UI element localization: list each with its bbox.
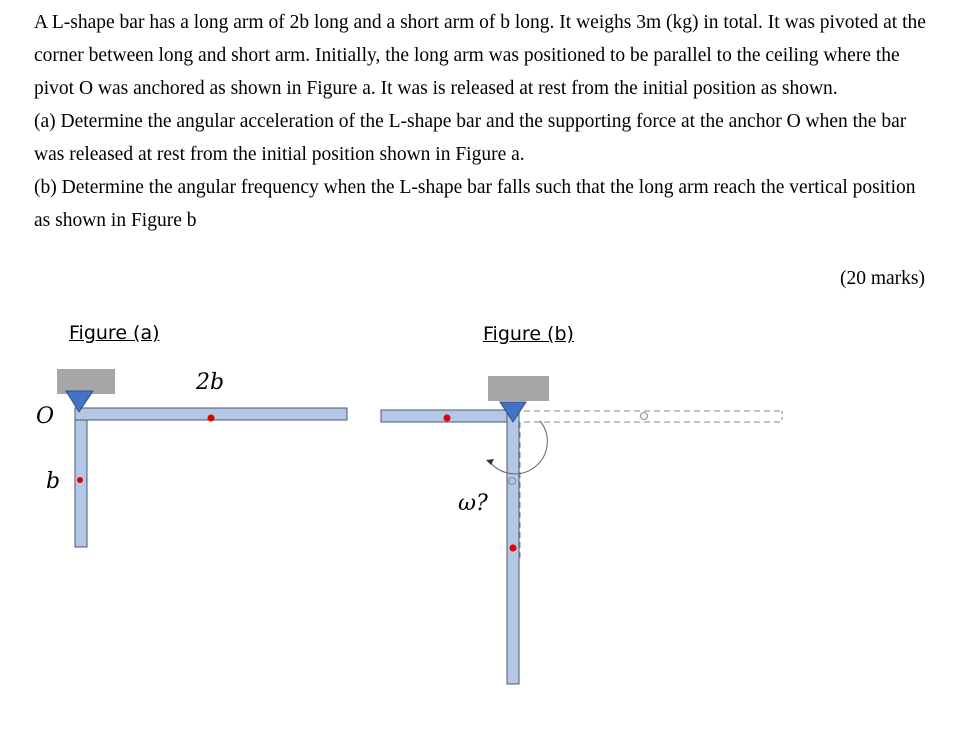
problem-part-a: (a) Determine the angular acceleration of the L-shape bar and the supporting force at the anchor O when the bar was released at rest from the initial position shown in Figure a.: [34, 111, 907, 165]
figure-a-short-arm-center-of-mass: [77, 477, 83, 483]
problem-intro: A L-shape bar has a long arm of 2b long and a short arm of b long. It weighs 3m (kg) in total. It was pivoted at the corner between long and short arm. Initially, the long arm was positioned to be parallel to the ceiling where the pivot O was anchored as shown in Figure a. It was is released at rest from the initial position as shown.: [34, 12, 926, 99]
figure-b-marker-horizontal: [641, 413, 648, 420]
figure-b-long-arm-center-of-mass: [510, 545, 517, 552]
figure-b-rotation-arrowhead-icon: [486, 459, 494, 465]
figure-b-ceiling: [488, 376, 549, 401]
figure-b-title: Figure (b): [483, 323, 574, 345]
figure-b-omega-label: ω?: [458, 491, 488, 516]
figure-b-short-arm-center-of-mass: [444, 415, 451, 422]
figure-a: [36, 369, 347, 547]
figure-a-short-arm: [75, 420, 87, 547]
figure-a-short-arm-label: b: [46, 469, 61, 494]
marks-label: (20 marks): [839, 268, 925, 289]
figure-a-long-arm-label: 2b: [196, 370, 225, 395]
problem-part-b: (b) Determine the angular frequency when the L-shape bar falls such that the long arm reach the vertical position as shown in Figure b: [34, 177, 916, 231]
figure-a-pivot-label: O: [36, 404, 55, 429]
figure-a-long-arm-center-of-mass: [208, 415, 215, 422]
figure-a-title: Figure (a): [69, 322, 160, 344]
figure-b: [381, 376, 782, 684]
figure-a-ceiling: [57, 369, 115, 394]
